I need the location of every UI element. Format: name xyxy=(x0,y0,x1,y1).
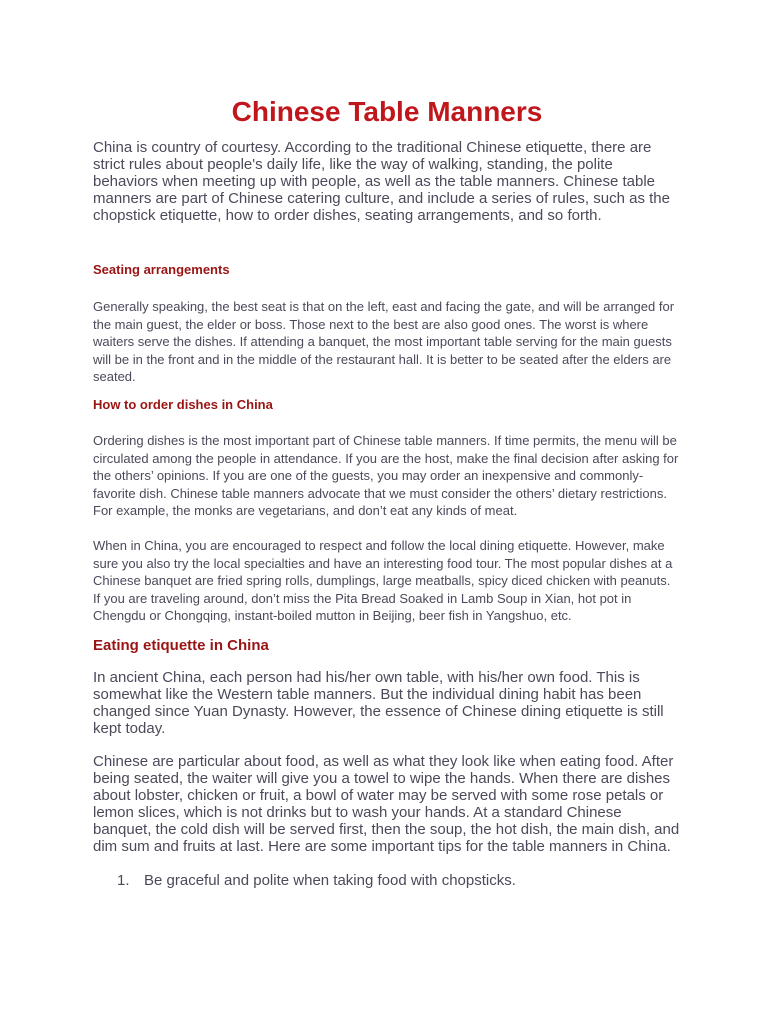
ordering-paragraph-1: Ordering dishes is the most important part of Chinese table manners. If time permits, the menu will be circulated among the people in attendance. If you are the host, make the final decision after asking for the others’ opinions. If you are one of the guests, you may order an inexpensive and commonly-favorite dish. Chinese table manners advocate that we must consider the others’ dietary restrictions. For example, the monks are vegetarians, and don’t eat any kinds of meat. xyxy=(93,432,679,519)
eating-paragraph-2: Chinese are particular about food, as well as what they look like when eating food. After being seated, the waiter will give you a towel to wipe the hands. When there are dishes about lobster, chicken or fruit, a bowl of water may be served with some rose petals or lemon slices, which is not drinks but to wash your hands. At a standard Chinese banquet, the cold dish will be served first, then the soup, the hot dish, the main dish, and dim sum and fruits at last. Here are some important tips for the table manners in China. xyxy=(93,752,680,855)
list-item-number: 1. xyxy=(117,871,130,889)
page-title: Chinese Table Manners xyxy=(231,96,543,127)
seating-paragraph: Generally speaking, the best seat is that on the left, east and facing the gate, and will be arranged for the main guest, the elder or boss. Those next to the best are also good ones. The worst is where waiters serve the dishes. If attending a banquet, the most important table serving for the main guests will be in the front and in the middle of the restaurant hall. It is better to be seated after the elders are seated. xyxy=(93,299,675,385)
list-item xyxy=(93,872,681,889)
intro-paragraph: China is country of courtesy. According to the traditional Chinese etiquette, there are strict rules about people's daily life, like the way of walking, standing, the polite behaviors when meeting up with people, as well as the table manners. Chinese table manners are part of Chinese catering culture, and include a series of rules, such as the chopstick etiquette, how to order dishes, seating arrangements, and so forth. xyxy=(93,139,670,224)
document-page xyxy=(93,95,681,889)
list-item-text: Be graceful and polite when taking food with chopsticks. xyxy=(144,871,516,889)
seating-heading: Seating arrangements xyxy=(93,262,230,277)
eating-heading: Eating etiquette in China xyxy=(93,636,269,654)
eating-paragraph-1: In ancient China, each person had his/her own table, with his/her own food. This is somewhat like the Western table manners. But the individual dining habit has been changed since Yuan Dynasty. However, the essence of Chinese dining etiquette is still kept today. xyxy=(93,668,664,737)
tips-list xyxy=(93,872,681,889)
ordering-paragraph-2: When in China, you are encouraged to respect and follow the local dining etiquette. However, make sure you also try the local specialties and have an interesting food tour. The most popular dishes at a Chinese banquet are fried spring rolls, dumplings, large meatballs, spicy diced chicken with peanuts. If you are traveling around, don’t miss the Pita Bread Soaked in Lamb Soup in Xian, hot pot in Chengdu or Chongqing, instant-boiled mutton in Beijing, beer fish in Yangshuo, etc. xyxy=(93,537,673,624)
ordering-heading: How to order dishes in China xyxy=(93,396,273,412)
